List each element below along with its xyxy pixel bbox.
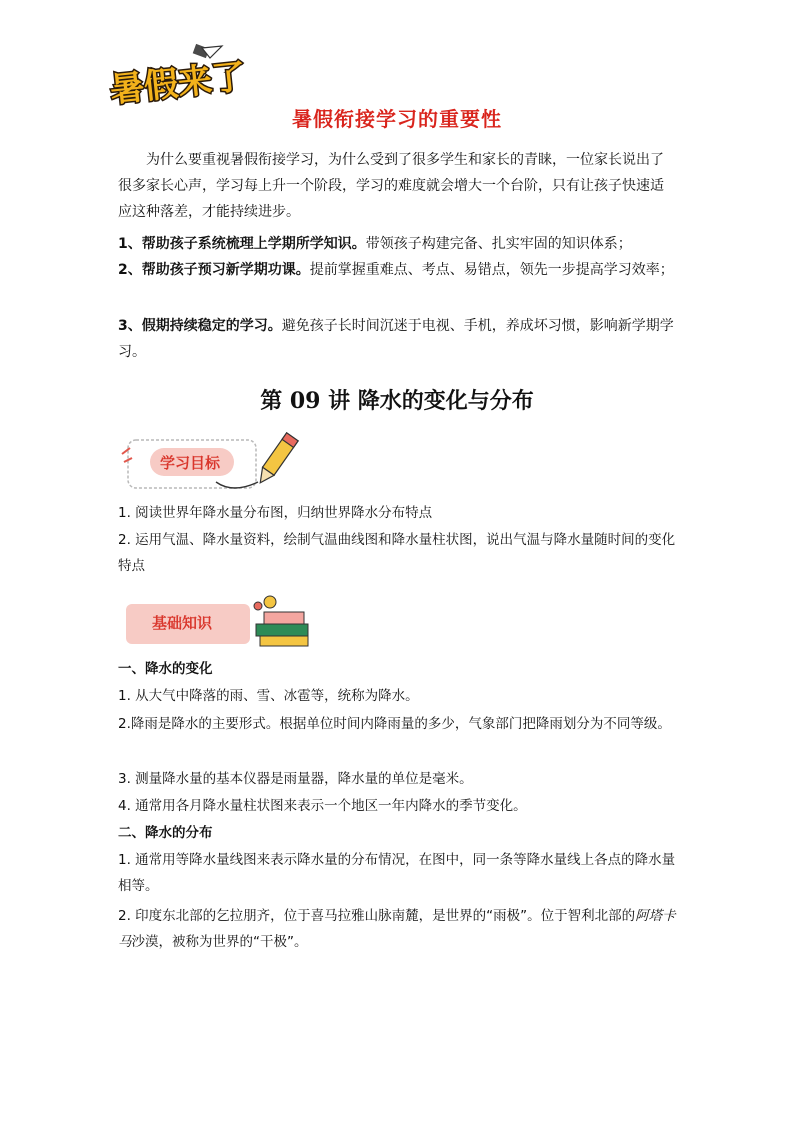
section-1-title: 一、降水的变化 (118, 661, 213, 677)
point-3 (118, 313, 676, 365)
svg-text:暑假来了: 暑假来了 (108, 56, 248, 111)
point-1-bold: 1、帮助孩子系统梳理上学期所学知识。 (118, 236, 366, 252)
section-1-item-1: 1. 从大气中降落的雨、雪、冰雹等，统称为降水。 (118, 688, 419, 704)
banner-title: 暑假衔接学习的重要性 (292, 107, 502, 131)
basics-badge-label: 基础知识 (152, 614, 213, 632)
goals-badge-label: 学习目标 (160, 454, 221, 472)
point-3-text: 避免孩子长时间沉迷于电视、手机，养成坏习惯，影响新学期学习。 (118, 318, 674, 360)
goal-2: 2. 运用气温、降水量资料，绘制气温曲线图和降水量柱状图，说出气温与降水量随时间的变化特点 (118, 532, 676, 574)
point-2-text: 提前掌握重难点、考点、易错点，领先一步提高学习效率； (309, 262, 674, 278)
section-2-item-2-c: 沙漠，被称为世界的“干极”。 (131, 934, 308, 950)
section-2-item-1: 1. 通常用等降水量线图来表示降水量的分布情况，在图中，同一条等降水量线上各点的降水量相等。 (118, 852, 676, 894)
point-3-bold: 3、假期持续稳定的学习。 (118, 318, 282, 334)
point-2 (118, 257, 676, 283)
pencil-icon (255, 433, 299, 487)
section-2-title: 二、降水的分布 (118, 825, 213, 841)
lecture-title: 第 09 讲 降水的变化与分布 (260, 388, 534, 414)
section-2-item-2 (118, 903, 676, 955)
section-1-item-2: 2.降雨是降水的主要形式。根据单位时间内降雨量的多少，气象部门把降雨划分为不同等级。 (118, 716, 671, 732)
section-2-item-2-desert: 阿塔卡马 (118, 908, 676, 950)
books-icon (254, 596, 308, 646)
point-1-text: 带领孩子构建完备、扎实牢固的知识体系； (365, 236, 632, 252)
basics-badge (118, 590, 314, 654)
basics-badge-frame (118, 590, 314, 654)
point-2-bold: 2、帮助孩子预习新学期功课。 (118, 262, 310, 278)
intro-paragraph: 为什么要重视暑假衔接学习，为什么受到了很多学生和家长的青睐，一位家长说出了很多家长心声，学习每上升一个阶段，学习的难度就会增大一个台阶，只有让孩子快速适应这种落差，才能持续进步。 (118, 152, 664, 220)
section-2-item-2-a: 2. 印度东北部的乞拉朋齐，位于喜马拉雅山脉南麓，是世界的“雨极”。位于智利北部的 (118, 908, 636, 924)
section-1-item-3: 3. 测量降水量的基本仪器是雨量器，降水量的单位是毫米。 (118, 771, 473, 787)
point-1 (118, 231, 676, 257)
goals-badge (118, 432, 300, 494)
section-1-item-4: 4. 通常用各月降水量柱状图来表示一个地区一年内降水的季节变化。 (118, 798, 527, 814)
goal-1: 1. 阅读世界年降水量分布图，归纳世界降水分布特点 (118, 505, 433, 521)
